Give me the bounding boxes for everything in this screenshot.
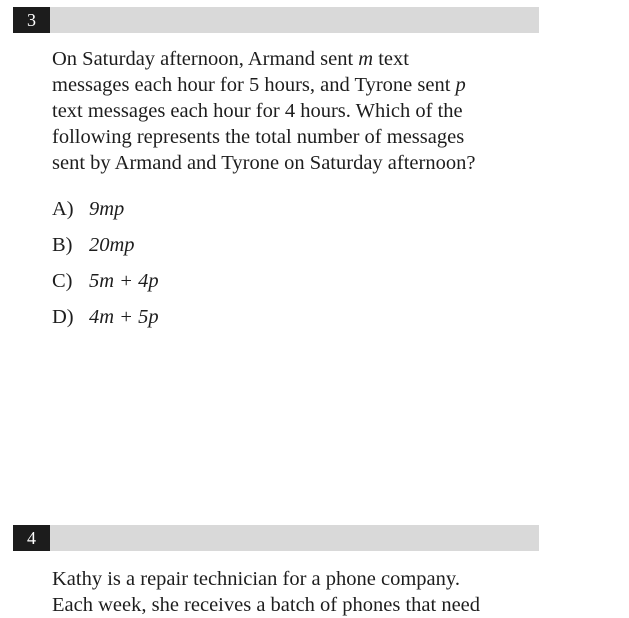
- choice-letter: A): [52, 198, 74, 220]
- choice-letter: D): [52, 306, 74, 328]
- variable-p: p: [455, 74, 466, 96]
- choice-c[interactable]: [52, 268, 159, 304]
- question-3-choices: [52, 196, 159, 340]
- stem-line-1: On Saturday afternoon, Armand sent m text: [52, 48, 409, 70]
- stem-line-3: text messages each hour for 4 hours. Which of the: [52, 100, 463, 122]
- question-4-stem: [52, 566, 480, 618]
- stem-line-5: sent by Armand and Tyrone on Saturday afternoon?: [52, 152, 476, 174]
- stem-line-2: Each week, she receives a batch of phones that need: [52, 594, 481, 616]
- question-3-number: 3: [13, 7, 50, 33]
- choice-letter: C): [52, 270, 73, 292]
- question-3-header-bar: [13, 7, 539, 33]
- choice-expression: 4m + 5p: [89, 306, 159, 328]
- stem-line-4: following represents the total number of messages: [52, 126, 465, 148]
- choice-b[interactable]: [52, 232, 159, 268]
- choice-expression: 20mp: [89, 234, 135, 256]
- variable-m: m: [358, 48, 374, 70]
- choice-a[interactable]: [52, 196, 159, 232]
- stem-line-1: Kathy is a repair technician for a phone company.: [52, 568, 460, 590]
- stem-line-2: messages each hour for 5 hours, and Tyrone sent p: [52, 74, 466, 96]
- question-3-stem: [52, 46, 475, 176]
- choice-expression: 5m + 4p: [89, 270, 159, 292]
- question-4-header-bar: [13, 525, 539, 551]
- question-4-number: 4: [13, 525, 50, 551]
- choice-d[interactable]: [52, 304, 159, 340]
- choice-expression: 9mp: [89, 198, 125, 220]
- choice-letter: B): [52, 234, 73, 256]
